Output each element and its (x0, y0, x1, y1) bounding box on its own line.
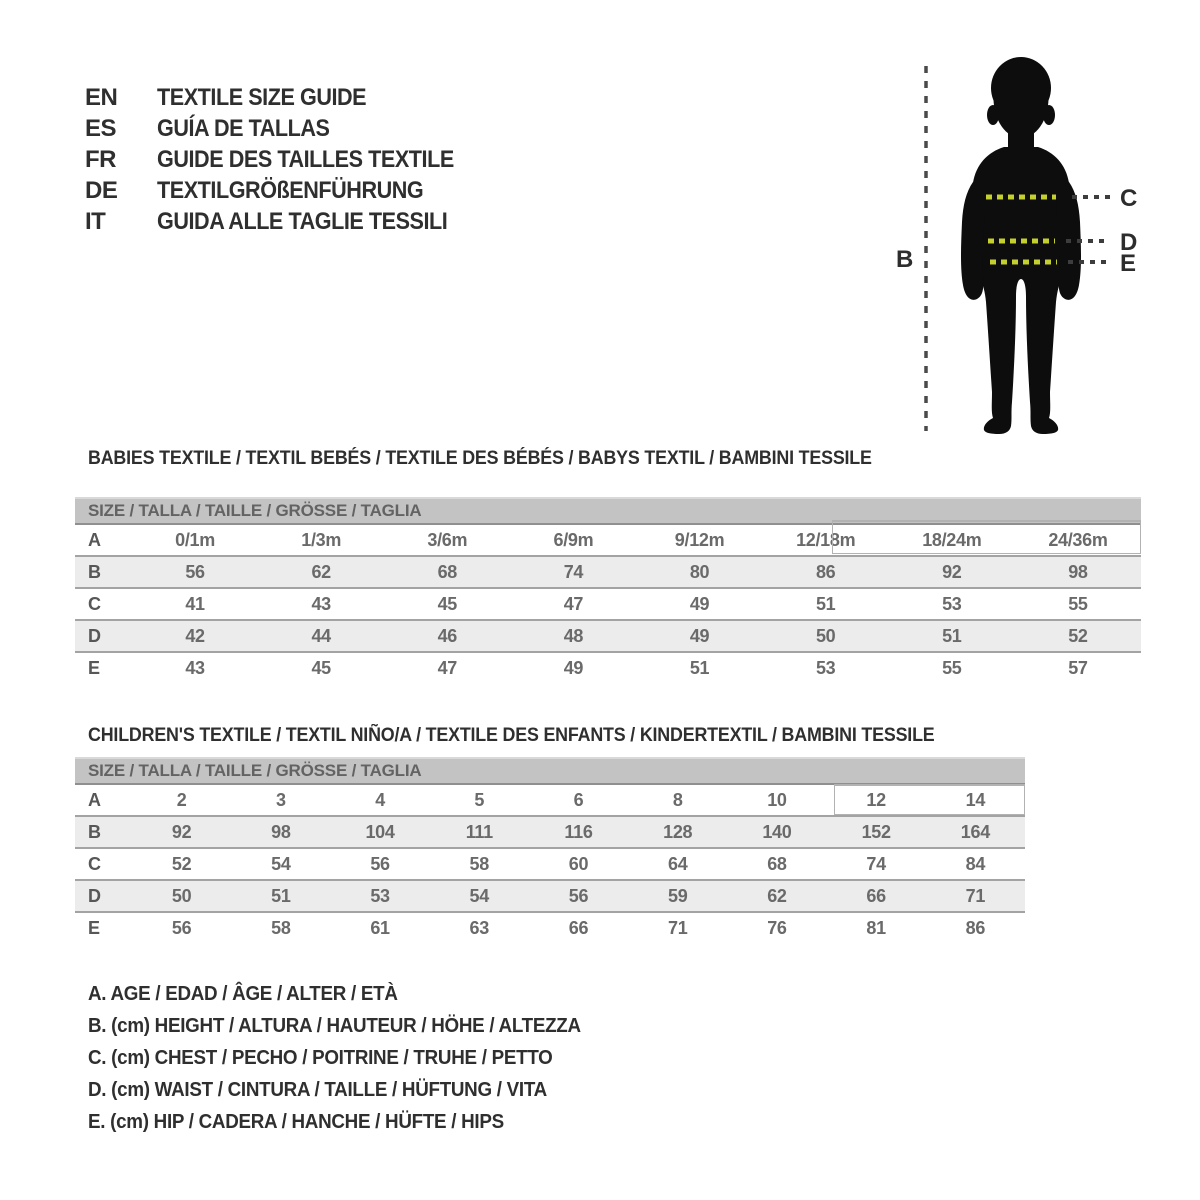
size-cell: 84 (926, 848, 1025, 880)
size-cell: 41 (132, 588, 258, 620)
size-cell: 52 (132, 848, 231, 880)
size-cell: 164 (926, 816, 1025, 848)
table-row (75, 785, 1025, 816)
size-cell: 49 (510, 652, 636, 683)
size-cell: 66 (529, 912, 628, 943)
size-cell: 86 (763, 556, 889, 588)
children-size-table (75, 785, 1025, 943)
size-cell: 60 (529, 848, 628, 880)
size-cell: 55 (1015, 588, 1141, 620)
lang-row-fr (85, 144, 487, 175)
size-cell: 42 (132, 620, 258, 652)
size-cell: 58 (430, 848, 529, 880)
size-cell: 47 (384, 652, 510, 683)
size-cell: 3 (275, 790, 286, 810)
row-label: D (75, 620, 132, 652)
size-cell: 43 (258, 588, 384, 620)
size-cell: 50 (132, 880, 231, 912)
size-cell: 116 (529, 816, 628, 848)
size-cell: 12 (866, 790, 886, 810)
legend-height: B. (cm) HEIGHT / ALTURA / HAUTEUR / HÖHE / ALTEZZA (88, 1015, 581, 1037)
figure-label-chest: C (1120, 185, 1138, 212)
size-cell: 64 (628, 848, 727, 880)
size-cell: 6/9m (553, 530, 594, 550)
row-label: E (75, 912, 132, 943)
table-row (75, 556, 1141, 588)
size-cell: 10 (767, 790, 787, 810)
table-row (75, 588, 1141, 620)
size-cell: 98 (231, 816, 330, 848)
size-cell: 59 (628, 880, 727, 912)
size-cell: 54 (430, 880, 529, 912)
lang-code: IT (85, 208, 106, 235)
size-cell: 4 (375, 790, 385, 810)
size-cell: 2 (176, 790, 187, 810)
lang-code: ES (85, 115, 117, 142)
size-cell: 68 (727, 848, 826, 880)
child-silhouette-icon (961, 57, 1081, 434)
lang-code: FR (85, 146, 116, 173)
size-cell: 98 (1015, 556, 1141, 588)
size-cell: 5 (474, 790, 485, 810)
size-cell: 66 (827, 880, 926, 912)
guide-title-it: GUIDA ALLE TAGLIE TESSILI (157, 208, 448, 235)
size-cell: 55 (889, 652, 1015, 683)
row-label: C (75, 588, 132, 620)
size-cell: 68 (384, 556, 510, 588)
size-cell: 92 (132, 816, 231, 848)
figure-label-hip: E (1120, 250, 1137, 277)
size-cell: 128 (628, 816, 727, 848)
size-cell: 49 (637, 620, 763, 652)
size-cell: 58 (231, 912, 330, 943)
lang-code: EN (85, 84, 118, 111)
figure-label-height: B (896, 246, 914, 273)
size-cell: 6 (573, 790, 584, 810)
size-cell: 14 (965, 790, 986, 810)
size-cell: 12/18m (796, 530, 856, 550)
row-label: D (75, 880, 132, 912)
size-cell: 76 (727, 912, 826, 943)
lang-row-en (85, 82, 487, 113)
row-label: B (75, 556, 132, 588)
size-cell: 48 (510, 620, 636, 652)
size-cell: 53 (763, 652, 889, 683)
guide-title-de: TEXTILGRÖßENFÜHRUNG (157, 177, 424, 204)
babies-table-header: SIZE / TALLA / TAILLE / GRÖSSE / TAGLIA (75, 497, 1141, 525)
lang-code: DE (85, 177, 118, 204)
size-cell: 49 (637, 588, 763, 620)
size-cell: 45 (384, 588, 510, 620)
legend-hip: E. (cm) HIP / CADERA / HANCHE / HÜFTE / HIPS (88, 1111, 504, 1133)
size-cell: 92 (889, 556, 1015, 588)
size-cell: 51 (637, 652, 763, 683)
size-cell: 47 (510, 588, 636, 620)
guide-title-en: TEXTILE SIZE GUIDE (157, 84, 367, 111)
size-cell: 51 (231, 880, 330, 912)
size-cell: 8 (672, 790, 683, 810)
size-cell: 53 (330, 880, 429, 912)
babies-size-table-wrap (75, 497, 1141, 683)
table-row (75, 652, 1141, 683)
children-section-heading: CHILDREN'S TEXTILE / TEXTIL NIÑO/A / TEXTILE DES ENFANTS / KINDERTEXTIL / BAMBINI TESSILE (88, 725, 935, 746)
size-cell: 51 (889, 620, 1015, 652)
row-label: A (88, 530, 101, 550)
row-label: B (75, 816, 132, 848)
size-cell: 81 (827, 912, 926, 943)
size-cell: 1/3m (301, 530, 342, 550)
size-cell: 9/12m (674, 530, 725, 550)
size-cell: 43 (132, 652, 258, 683)
children-size-table-wrap (75, 757, 1025, 943)
size-cell: 56 (132, 556, 258, 588)
table-row (75, 816, 1025, 848)
size-cell: 71 (926, 880, 1025, 912)
size-cell: 140 (727, 816, 826, 848)
table-row (75, 912, 1025, 943)
size-cell: 86 (926, 912, 1025, 943)
size-cell: 0/1m (175, 530, 215, 550)
legend-waist: D. (cm) WAIST / CINTURA / TAILLE / HÜFTUNG / VITA (88, 1079, 547, 1101)
table-row (75, 525, 1141, 556)
size-cell: 52 (1015, 620, 1141, 652)
size-cell: 57 (1015, 652, 1141, 683)
size-cell: 71 (628, 912, 727, 943)
lang-row-it (85, 206, 487, 237)
size-cell: 54 (231, 848, 330, 880)
size-cell: 62 (258, 556, 384, 588)
babies-section-heading: BABIES TEXTILE / TEXTIL BEBÉS / TEXTILE DES BÉBÉS / BABYS TEXTIL / BAMBINI TESSILE (88, 448, 872, 469)
row-label: C (75, 848, 132, 880)
table-row (75, 620, 1141, 652)
children-table-header: SIZE / TALLA / TAILLE / GRÖSSE / TAGLIA (75, 757, 1025, 785)
size-cell: 46 (384, 620, 510, 652)
legend-chest: C. (cm) CHEST / PECHO / POITRINE / TRUHE / PETTO (88, 1047, 553, 1069)
measurement-legend (88, 978, 612, 1138)
size-cell: 74 (510, 556, 636, 588)
row-label: A (88, 790, 101, 810)
size-cell: 111 (430, 816, 529, 848)
size-cell: 45 (258, 652, 384, 683)
child-measurement-figure (868, 45, 1160, 445)
size-cell: 56 (132, 912, 231, 943)
row-label: E (75, 652, 132, 683)
size-cell: 152 (827, 816, 926, 848)
figure-label-waist: D (1120, 229, 1138, 256)
size-cell: 51 (763, 588, 889, 620)
size-cell: 18/24m (922, 530, 982, 550)
guide-title-fr: GUIDE DES TAILLES TEXTILE (157, 146, 454, 173)
table-row (75, 880, 1025, 912)
language-title-list (85, 82, 487, 237)
lang-row-es (85, 113, 487, 144)
size-cell: 74 (827, 848, 926, 880)
legend-age: A. AGE / EDAD / ÂGE / ALTER / ETÀ (88, 983, 398, 1005)
table-row (75, 848, 1025, 880)
size-cell: 62 (727, 880, 826, 912)
size-cell: 50 (763, 620, 889, 652)
size-cell: 80 (637, 556, 763, 588)
size-cell: 24/36m (1048, 530, 1108, 550)
size-cell: 53 (889, 588, 1015, 620)
lang-row-de (85, 175, 487, 206)
size-cell: 3/6m (427, 530, 468, 550)
size-cell: 61 (330, 912, 429, 943)
babies-size-table (75, 525, 1141, 683)
size-cell: 56 (529, 880, 628, 912)
size-cell: 44 (258, 620, 384, 652)
guide-title-es: GUÍA DE TALLAS (157, 115, 330, 142)
size-cell: 104 (330, 816, 429, 848)
size-cell: 63 (430, 912, 529, 943)
size-cell: 56 (330, 848, 429, 880)
